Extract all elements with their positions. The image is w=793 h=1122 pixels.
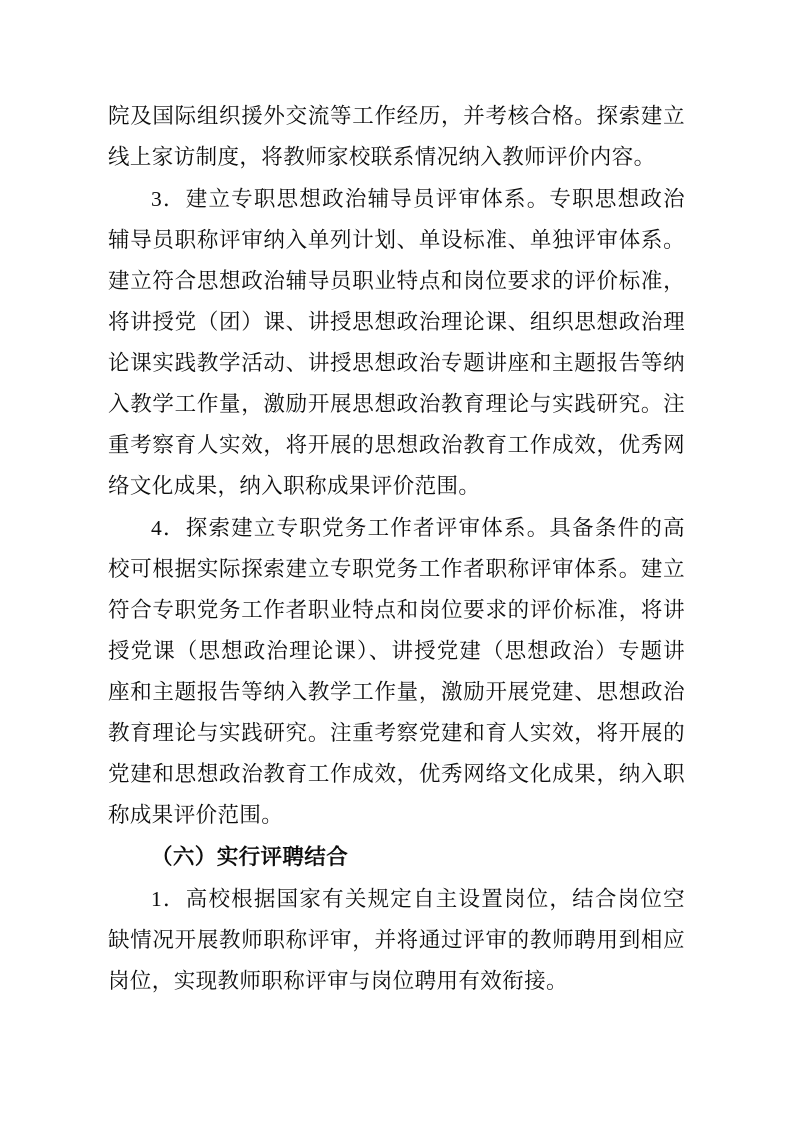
paragraph-continuation: 院及国际组织援外交流等工作经历，并考核合格。探索建立线上家访制度，将教师家校联系情况纳入教师评价内容。 — [108, 104, 685, 169]
paragraph-item-4: 4．探索建立专职党务工作者评审体系。具备条件的高校可根据实际探索建立专职党务工作者职称评审体系。建立符合专职党务工作者职业特点和岗位要求的评价标准，将讲授党课（思想政治理论课）、讲授党建（思想政治）专题讲座和主题报告等纳入教学工作量，激励开展党建、思想政治教育理论与实践研究。注重考察党建和育人实效，将开展的党建和思想政治教育工作成效，优秀网络文化成果，纳入职称成果评价范围。 — [108, 516, 685, 827]
paragraph-item-3: 3．建立专职思想政治辅导员评审体系。专职思想政治辅导员职称评审纳入单列计划、单设标准、单独评审体系。建立符合思想政治辅导员职业特点和岗位要求的评价标准，将讲授党（团）课、讲授思想政治理论课、组织思想政治理论课实践教学活动、讲授思想政治专题讲座和主题报告等纳入教学工作量，激励开展思想政治教育理论与实践研究。注重考察育人实效，将开展的思想政治教育工作成效，优秀网络文化成果，纳入职称成果评价范围。 — [108, 187, 685, 498]
document-body — [108, 96, 685, 1002]
paragraph-item-6-1: 1．高校根据国家有关规定自主设置岗位，结合岗位空缺情况开展教师职称评审，并将通过评审的教师聘用到相应岗位，实现教师职称评审与岗位聘用有效衔接。 — [108, 887, 685, 993]
section-heading-six: （六）实行评聘结合 — [151, 845, 349, 869]
